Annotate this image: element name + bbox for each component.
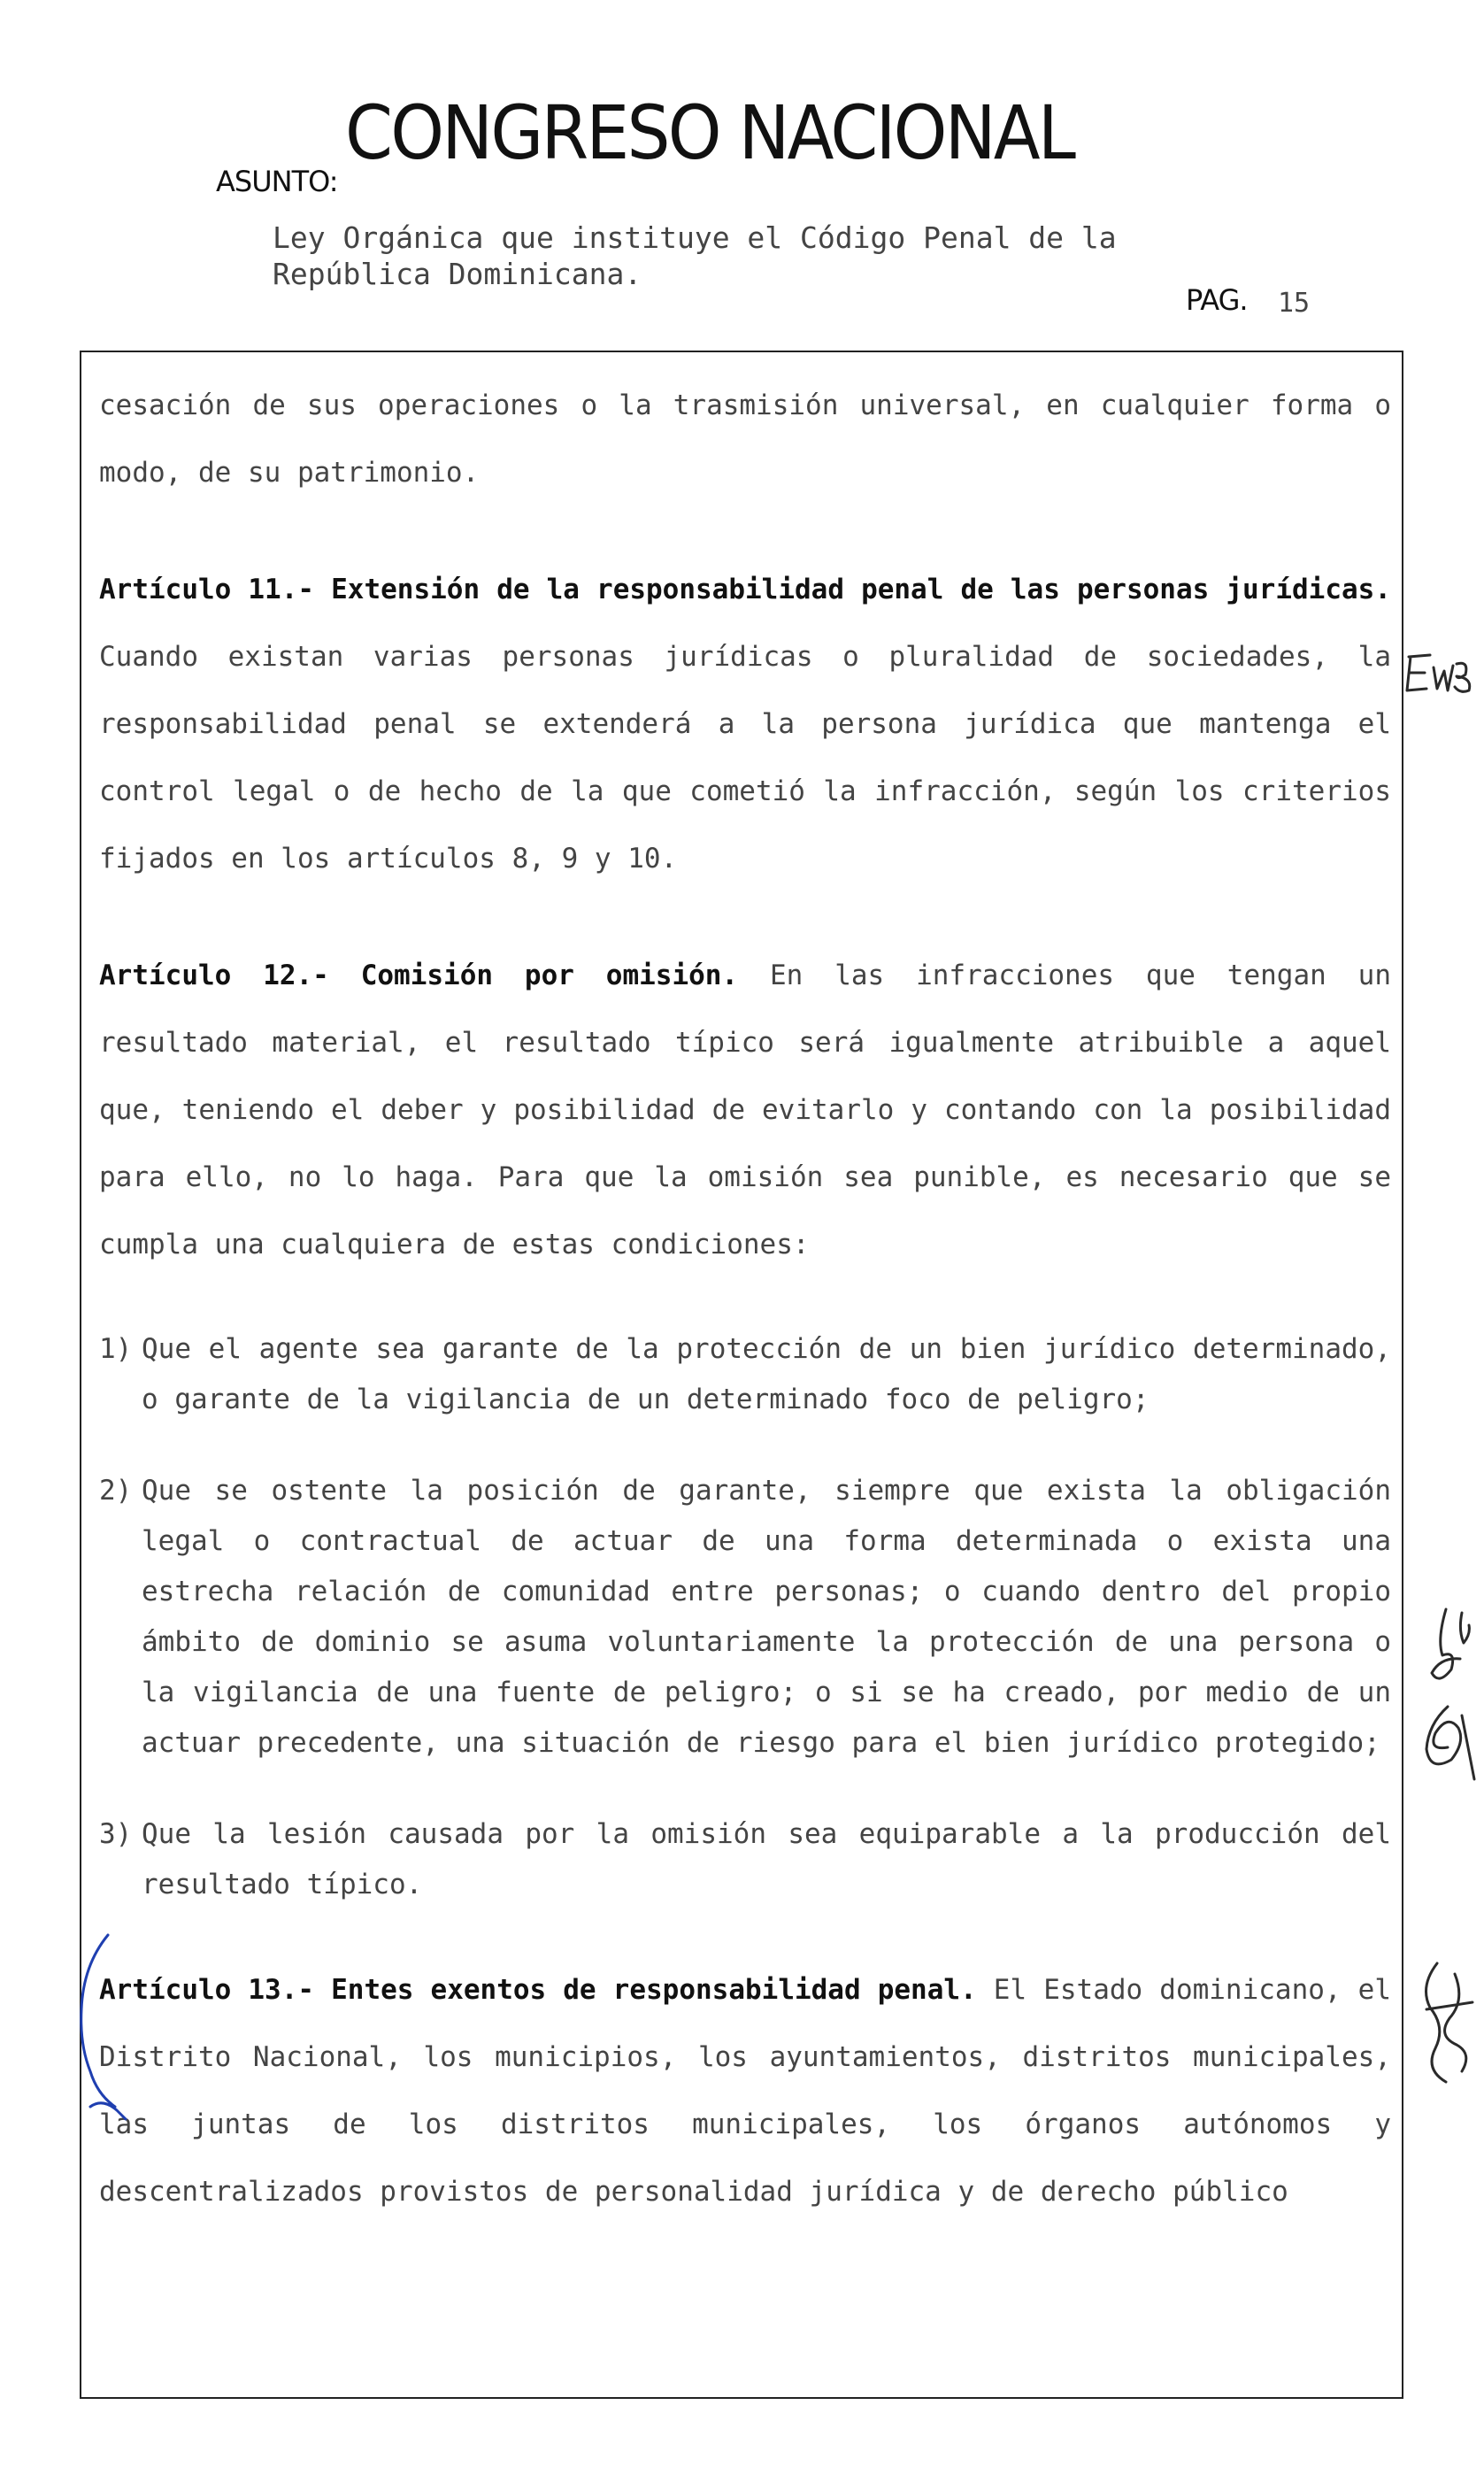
article-12-title: Artículo 12.- Comisión por omisión.	[99, 960, 739, 991]
list-item	[99, 1466, 1391, 1769]
list-item-number: 3)	[99, 1818, 133, 1850]
article-13-title: Artículo 13.- Entes exentos de responsabilidad penal.	[99, 1974, 977, 2006]
margin-initials-4	[1411, 1956, 1483, 2089]
list-item-text: Que se ostente la posición de garante, siempre que exista la obligación legal o contractual de actuar de una forma determinada o exista una estrecha relación de comunidad entre personas; o cuando dentro del propio ámbito de dominio se asuma voluntariamente la protección de una persona o la vigilancia de una fuente de peligro; o si se ha creado, por medio de un actuar precedente, una situación de riesgo para el bien jurídico protegido;	[142, 1475, 1391, 1759]
margin-initials-2	[1416, 1604, 1478, 1689]
article-13	[99, 1956, 1391, 2225]
list-item	[99, 1809, 1391, 1910]
intro-paragraph: cesación de sus operaciones o la trasmisión universal, en cualquier forma o modo, de su patrimonio.	[99, 389, 1391, 489]
article-12	[99, 942, 1391, 1278]
article-13-text: El Estado dominicano, el Distrito Nacional, los municipios, los ayuntamientos, distritos municipales, las juntas de los distritos municipales, los órganos autónomos y descentralizados provistos de personalidad jurídica y de derecho público	[99, 1974, 1391, 2208]
margin-initials-1	[1403, 644, 1480, 706]
institution-title: CONGRESO NACIONAL	[345, 89, 1074, 176]
article-11-text: Cuando existan varias personas jurídicas o pluralidad de sociedades, la responsabilidad penal se extenderá a la persona jurídica que mantenga el control legal o de hecho de la que cometió la infracción, según los criterios fijados en los artículos 8, 9 y 10.	[99, 641, 1391, 875]
margin-initials-3	[1412, 1698, 1483, 1786]
asunto-label: ASUNTO:	[216, 165, 338, 198]
subject-text: Ley Orgánica que instituye el Código Penal de la República Dominicana.	[273, 220, 1117, 291]
article-12-text: En las infracciones que tengan un resultado material, el resultado típico será igualmente atribuible a aquel que, teniendo el deber y posibilidad de evitarlo y contando con la posibilidad para ello, no lo haga. Para que la omisión sea punible, es necesario que se cumpla una cualquiera de estas condiciones:	[99, 960, 1391, 1260]
article-11	[99, 556, 1391, 892]
article-11-title: Artículo 11.- Extensión de la responsabilidad penal de las personas jurídicas.	[99, 574, 1391, 605]
list-item-text: Que el agente sea garante de la protección de un bien jurídico determinado, o garante de la vigilancia de un determinado foco de peligro;	[142, 1333, 1391, 1415]
margin-blue-mark	[67, 1930, 129, 2124]
list-item-text: Que la lesión causada por la omisión sea equiparable a la producción del resultado típico.	[142, 1818, 1391, 1900]
page-number: 15	[1278, 288, 1311, 319]
list-item-number: 1)	[99, 1333, 133, 1365]
document-body	[99, 372, 1391, 2225]
page-label: PAG.	[1186, 283, 1248, 317]
list-item-number: 2)	[99, 1475, 133, 1507]
condition-list	[99, 1324, 1391, 1910]
list-item	[99, 1324, 1391, 1425]
